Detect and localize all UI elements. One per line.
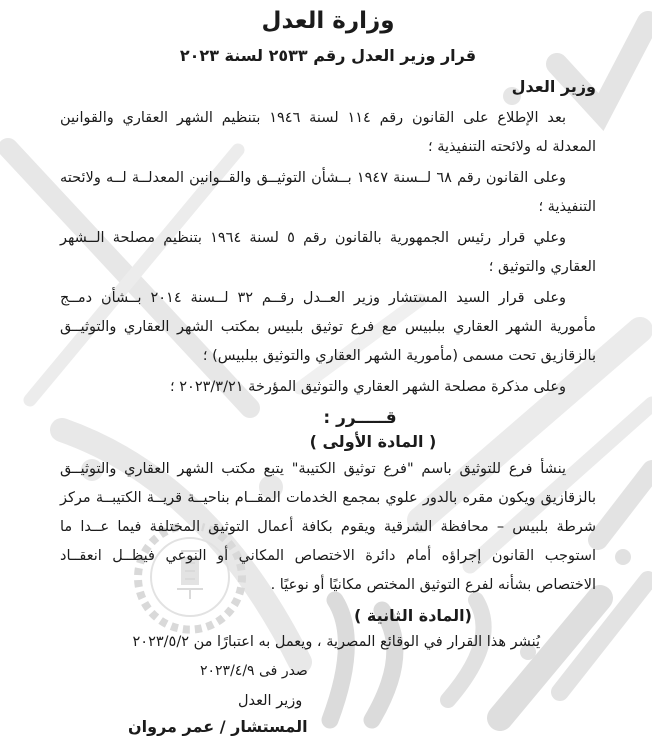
ministry-title: وزارة العدل [261, 8, 395, 34]
issuer-heading: وزير العدل [511, 77, 596, 96]
signature-title: وزير العدل [238, 693, 303, 709]
issued-date-line: صدر فى ٢٠٢٣/٤/٩ [200, 663, 308, 679]
recital-paragraph-2: وعلى القانون رقم ٦٨ لــسنة ١٩٤٧ بــشأن التوثيــق والقــوانين المعدلــة لــه ولائحته التنفيذية ؛ [60, 170, 596, 215]
article-one-heading: ( المادة الأولى ) [309, 432, 437, 451]
recital-paragraph-3: وعلي قرار رئيس الجمهورية بالقانون رقم ٥ لسنة ١٩٦٤ بتنظيم مصلحة الــشهر العقاري والتوثيق ؛ [60, 230, 596, 275]
recital-paragraph-5: وعلى مذكرة مصلحة الشهر العقاري والتوثيق المؤرخة ٢٠٢٣/٣/٢١ ؛ [170, 379, 566, 395]
recital-paragraph-1: بعد الإطلاع على القانون رقم ١١٤ لسنة ١٩٤٦ بتنظيم الشهر العقاري والقوانين المعدلة له ولائحته التنفيذية ؛ [60, 110, 596, 155]
decree-title: قرار وزير العدل رقم ٢٥٣٣ لسنة ٢٠٢٣ [179, 46, 477, 65]
article-two-heading: (المادة الثانية ) [354, 606, 472, 625]
signature-name: المستشار / عمر مروان [128, 717, 308, 736]
decided-heading: قـــــرر : [323, 408, 397, 428]
article-two-text: يُنشر هذا القرار في الوقائع المصرية ، ويعمل به اعتبارًا من ٢٠٢٣/٥/٢ [132, 634, 540, 650]
article-one-text: ينشأ فرع للتوثيق باسم "فرع توثيق الكتيبة" يتبع مكتب الشهر العقاري والتوثيــق بالزقازيق ويكون مقره بالدور علوي بمجمع الخدمات المقــام بناحيــة قريــة الكتيبــة مركز شرطة بلبيس – محافظة الشرقية ويقوم بكافة أعمال التوثيق المختلفة فيما عــدا ما استوجب القانون إجراؤه أمام دائرة الاختصاص المكاني أو النوعي فيظــل انعقــاد الاختصاص بشأنه لفرع التوثيق المختص مكانيًا أو نوعيًا . [60, 461, 596, 593]
recital-paragraph-4: وعلى قرار السيد المستشار وزير العــدل رقــم ٣٢ لــسنة ٢٠١٤ بــشأن دمــج مأمورية الشهر العقاري ببلبيس مع فرع توثيق بلبيس بمكتب الشهر العقاري والتوثيــق بالزقازيق تحت مسمى (مأمورية الشهر العقاري والتوثيق ببلبيس) ؛ [60, 290, 596, 364]
